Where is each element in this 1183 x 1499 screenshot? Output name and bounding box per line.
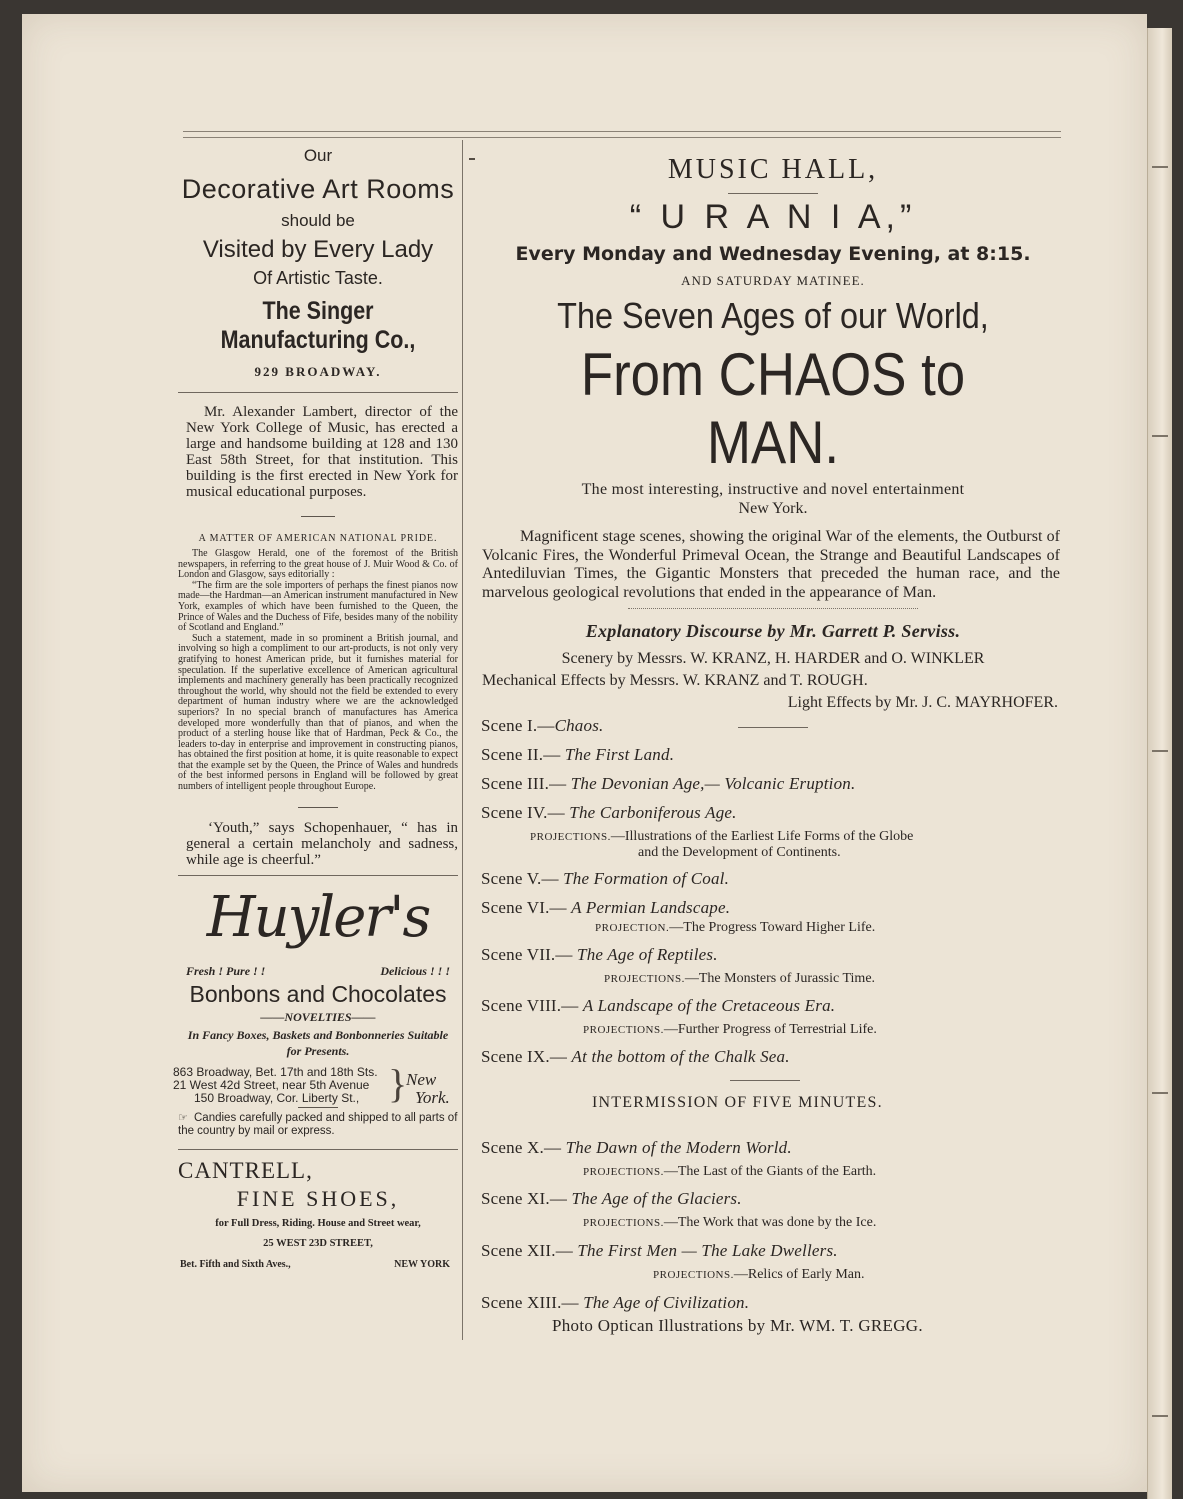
show-title: “ U R A N I A,” — [629, 198, 917, 236]
column-divider — [462, 140, 463, 1340]
cantrell-city: NEW YORK — [394, 1258, 450, 1270]
scene-row: Scene VI.— A Permian Landscape. — [481, 898, 731, 917]
art-rooms-ad — [178, 146, 458, 380]
projection-line: PROJECTION.—The Progress Toward Higher Life. — [595, 920, 876, 935]
cantrell-ad — [178, 1158, 458, 1270]
description: New York. — [738, 500, 808, 517]
projection-line: and the Development of Continents. — [638, 845, 841, 860]
divider — [178, 392, 458, 393]
article-paragraph: “The firm are the sole importers of perhaps the finest pianos now made—the Hardman—an American instrument manufactured in New York, examples of which have been furnished to the Queen, the Prince of Wales and the Duchess of Fife, besides many of the nobility of Scotland and England.” — [178, 579, 458, 634]
scene-row: Scene XIII.— The Age of Civilization. — [481, 1293, 750, 1312]
photo-credit: Photo Optican Illustrations by Mr. WM. T. GREGG. — [552, 1316, 923, 1335]
divider-tick — [469, 158, 475, 160]
ad-headline: Visited by Every Lady — [202, 236, 434, 263]
divider — [301, 516, 335, 517]
divider — [178, 875, 458, 876]
huyler-logo: Huyler's — [206, 884, 430, 950]
edge-mark — [1152, 1092, 1168, 1094]
description: The most interesting, instructive and novel entertainment — [581, 481, 965, 498]
projection-line: PROJECTIONS.—The Work that was done by the Ice. — [583, 1215, 877, 1230]
store-address: 863 Broadway, Bet. 17th and 18th Sts. — [173, 1064, 378, 1079]
scene-row: Scene X.— The Dawn of the Modern World. — [481, 1138, 792, 1157]
novelties-label: ——NOVELTIES—— — [260, 1009, 376, 1024]
ad-line: Our — [303, 146, 333, 165]
divider — [730, 1080, 800, 1081]
light-credit: Light Effects by Mr. J. C. MAYRHOFER. — [787, 694, 1058, 711]
subtitle: The Seven Ages of our World, — [557, 295, 989, 336]
lambert-notice: Mr. Alexander Lambert, director of the New York College of Music, has erected a large and handsome building at 128 and 130 East 58th Street, for that institution. This building is the first erected in New York for musical educational purposes. — [186, 404, 458, 500]
headline: From CHAOS to MAN. — [580, 341, 966, 476]
matinee: AND SATURDAY MATINEE. — [681, 273, 865, 288]
ad-line: Of Artistic Taste. — [253, 268, 383, 288]
discourse-credit: Explanatory Discourse by Mr. Garrett P. Serviss. — [585, 621, 961, 641]
edge-mark — [1152, 435, 1168, 437]
fine-shoes: FINE SHOES, — [236, 1185, 400, 1211]
scene-row: Scene III.— The Devonian Age,— Volcanic Eruption. — [481, 774, 856, 793]
venue-title: MUSIC HALL, — [667, 154, 879, 185]
huyler-addresses — [173, 1060, 458, 1108]
article-paragraph: The Glasgow Herald, one of the foremost of the British newspapers, in referring to the great house of J. Muir Wood & Co. of London and Glasgow, says editorially : — [178, 548, 458, 581]
page-edge — [1147, 28, 1172, 1499]
scene-row: Scene VIII.— A Landscape of the Cretaceous Era. — [481, 996, 836, 1015]
scenery-credit: Scenery by Messrs. W. KRANZ, H. HARDER and O. WINKLER — [561, 650, 985, 667]
scene-row: Scene VII.— The Age of Reptiles. — [481, 945, 718, 964]
wavy-rule — [628, 608, 918, 609]
edge-mark — [1152, 1415, 1168, 1417]
scene-row: Scene XI.— The Age of the Glaciers. — [481, 1189, 742, 1208]
company-name: The Singer Manufacturing Co., — [220, 297, 416, 354]
store-address: 150 Broadway, Cor. Liberty St., — [194, 1090, 360, 1105]
scene-row: Scene XII.— The First Men — The Lake Dwellers. — [481, 1241, 838, 1260]
shipping-text: Candies carefully packed and shipped to all parts of the country by mail or express. — [178, 1111, 458, 1137]
tagline: Fresh ! Pure ! ! — [186, 963, 266, 978]
projection-line: PROJECTIONS.—Further Progress of Terrestrial Life. — [583, 1022, 877, 1037]
fancy-boxes-line: In Fancy Boxes, Baskets and Bonbonneries Suitable for Presents. — [187, 1027, 449, 1058]
top-double-rule — [183, 131, 1061, 138]
scene-row: Scene IV.— The Carboniferous Age. — [481, 803, 737, 822]
scene-description: Magnificent stage scenes, showing the original War of the elements, the Outburst of Volcanic Fires, the Wonderful Primeval Ocean, the Strange and Beautiful Landscapes of Antediluvian Times, the Gigantic Monsters that preceded the human race, and the marvelous geological revolutions that ended in the appearance of Man. — [482, 528, 1060, 601]
scene-row: Scene II.— The First Land. — [481, 745, 675, 764]
cantrell-between: Bet. Fifth and Sixth Aves., — [180, 1258, 291, 1270]
projection-line: PROJECTIONS.—Relics of Early Man. — [653, 1267, 865, 1282]
tagline: Delicious ! ! ! — [380, 963, 450, 978]
projection-line: PROJECTIONS.—The Monsters of Jurassic Time. — [604, 971, 876, 986]
edge-mark — [1152, 750, 1168, 752]
scene-row: Scene IX.— At the bottom of the Chalk Sea. — [481, 1047, 790, 1066]
schedule: Every Monday and Wednesday Evening, at 8:15. — [515, 243, 1031, 265]
cantrell-desc: for Full Dress, Riding. House and Street wear, — [215, 1217, 421, 1229]
ad-line: should be — [281, 211, 355, 230]
mechanical-credit: Mechanical Effects by Messrs. W. KRANZ and T. ROUGH. — [482, 672, 868, 689]
company-address: 929 BROADWAY. — [254, 364, 382, 379]
scene-row: Scene V.— The Formation of Coal. — [481, 869, 730, 888]
divider — [738, 727, 808, 728]
intermission: INTERMISSION OF FIVE MINUTES. — [592, 1094, 883, 1111]
city-label: New — [406, 1069, 437, 1089]
ad-headline: Decorative Art Rooms — [181, 174, 455, 204]
edge-mark — [1152, 166, 1168, 168]
divider — [298, 807, 338, 808]
cantrell-name: CANTRELL, — [178, 1157, 313, 1183]
pointing-hand-icon: ☞ — [178, 1111, 188, 1124]
projection-line: PROJECTIONS.—The Last of the Giants of the Earth. — [583, 1164, 877, 1179]
huyler-headline: Bonbons and Chocolates — [189, 980, 447, 1007]
pride-article — [178, 549, 458, 793]
city-label: York. — [415, 1087, 450, 1107]
projection-line: PROJECTIONS.—Illustrations of the Earliest Life Forms of the Globe — [530, 829, 914, 844]
divider — [178, 1149, 458, 1150]
brace-icon: } — [388, 1060, 408, 1106]
right-column — [478, 140, 1068, 728]
shipping-note — [178, 1112, 458, 1138]
left-column — [173, 140, 458, 1270]
article-paragraph: Such a statement, made in so prominent a British journal, and involving so high a compliment to our art-products, is not only very gratifying to honest American pride, but it furnishes material for speculation. If the superlative excellence of American agricultural implements and machinery generally has been practically recognized throughout the world, why should not the field be extended to every department of human industry where we are the acknowledged superiors? In no special branch of manufactures has America developed more wonderfully than that of pianos, and when the product of a sterling house like that of Hardman, Peck & Co., the leaders to-day in enterprise and improvement in constructing pianos, has obtained the first position at home, it is quite reasonable to expect that the example set by the Queen, the Prince of Wales and hundreds of the best informed persons in England will be followed by great numbers of intelligent people throughout Europe. — [178, 632, 458, 793]
pride-title: A MATTER OF AMERICAN NATIONAL PRIDE. — [198, 533, 438, 544]
divider — [728, 193, 818, 194]
youth-quote: ‘Youth,” says Schopenhauer, “ has in general a certain melancholy and sadness, while age is cheerful.” — [186, 819, 458, 868]
scene-row: Scene I.—Chaos. — [481, 716, 604, 735]
huyler-ad — [173, 880, 458, 1138]
store-address: 21 West 42d Street, near 5th Avenue — [173, 1077, 370, 1092]
cantrell-address: 25 WEST 23D STREET, — [263, 1237, 373, 1249]
